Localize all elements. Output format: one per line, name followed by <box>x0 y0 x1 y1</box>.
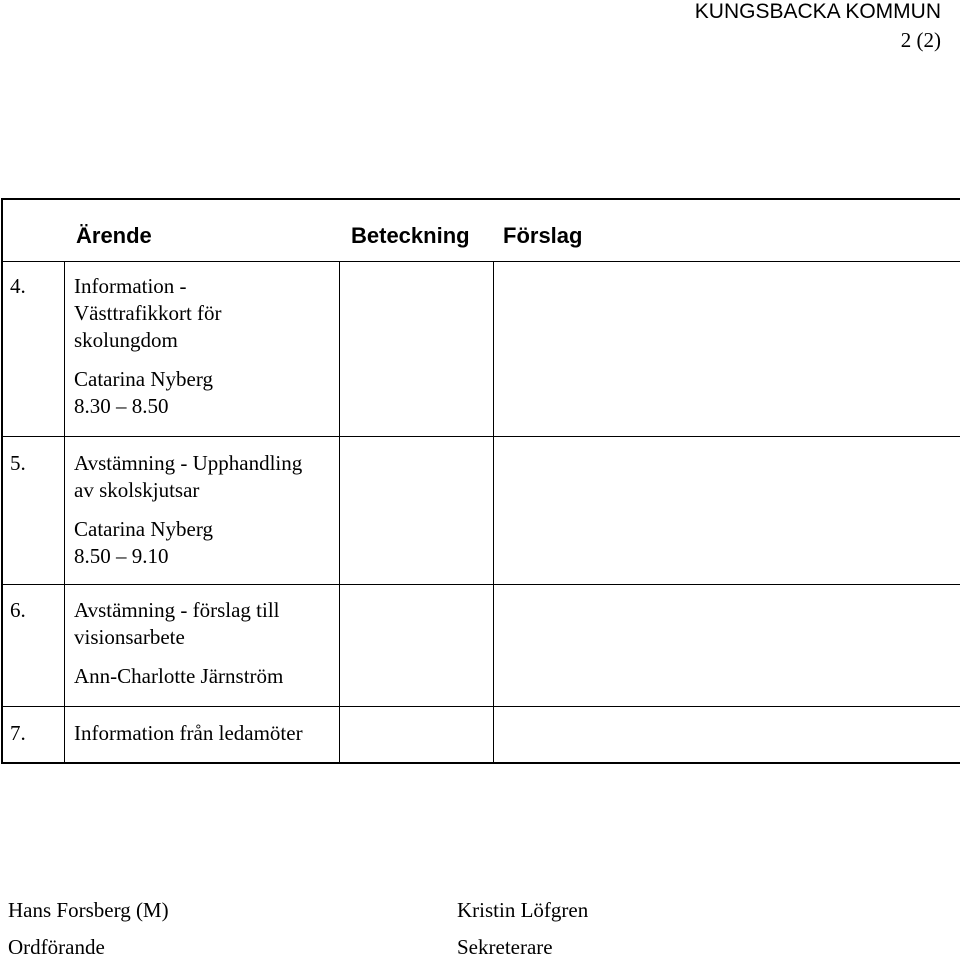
item-number: 5. <box>10 451 26 475</box>
item-presenter: Ann-Charlotte Järnström <box>74 664 284 688</box>
row-divider <box>1 706 960 707</box>
item-number: 4. <box>10 274 26 298</box>
subject-column-divider <box>339 261 340 764</box>
item-title-line: Avstämning - Upphandling <box>74 451 303 475</box>
item-title-line: skolungdom <box>74 328 178 352</box>
item-presenter: Catarina Nyberg <box>74 367 213 391</box>
item-presenter: Catarina Nyberg <box>74 517 213 541</box>
item-title-line: Information från ledamöter <box>74 721 303 745</box>
item-title-line: visionsarbete <box>74 625 185 649</box>
agenda-item-text <box>74 720 336 747</box>
table-border-top <box>1 198 960 200</box>
signature-left-role: Ordförande <box>8 935 105 959</box>
signature-right-role: Sekreterare <box>457 935 553 959</box>
item-number: 6. <box>10 598 26 622</box>
number-column-divider <box>64 261 65 764</box>
table-border-left <box>1 198 3 764</box>
agenda-item-text <box>74 273 336 420</box>
signature-right-name: Kristin Löfgren <box>457 898 589 922</box>
item-time: 8.30 – 8.50 <box>74 394 169 418</box>
reference-column-divider <box>493 261 494 764</box>
column-header-proposal: Förslag <box>503 223 583 248</box>
agenda-item-text <box>74 597 336 690</box>
item-title-line: av skolskjutsar <box>74 478 200 502</box>
agenda-item-text <box>74 450 336 570</box>
item-title-line: Västtrafikkort för <box>74 301 222 325</box>
item-time: 8.50 – 9.10 <box>74 544 169 568</box>
item-title-line: Avstämning - förslag till <box>74 598 280 622</box>
row-divider <box>1 436 960 437</box>
row-divider <box>1 584 960 585</box>
page-number: 2 (2) <box>900 28 941 52</box>
item-title-line: Information - <box>74 274 187 298</box>
signature-left-name: Hans Forsberg (M) <box>8 898 169 922</box>
organization-name: KUNGSBACKA KOMMUN <box>694 0 941 23</box>
table-border-bottom <box>1 762 960 764</box>
item-number: 7. <box>10 721 26 745</box>
column-header-reference: Beteckning <box>351 223 470 248</box>
column-header-subject: Ärende <box>76 223 152 248</box>
header-divider <box>1 261 960 262</box>
